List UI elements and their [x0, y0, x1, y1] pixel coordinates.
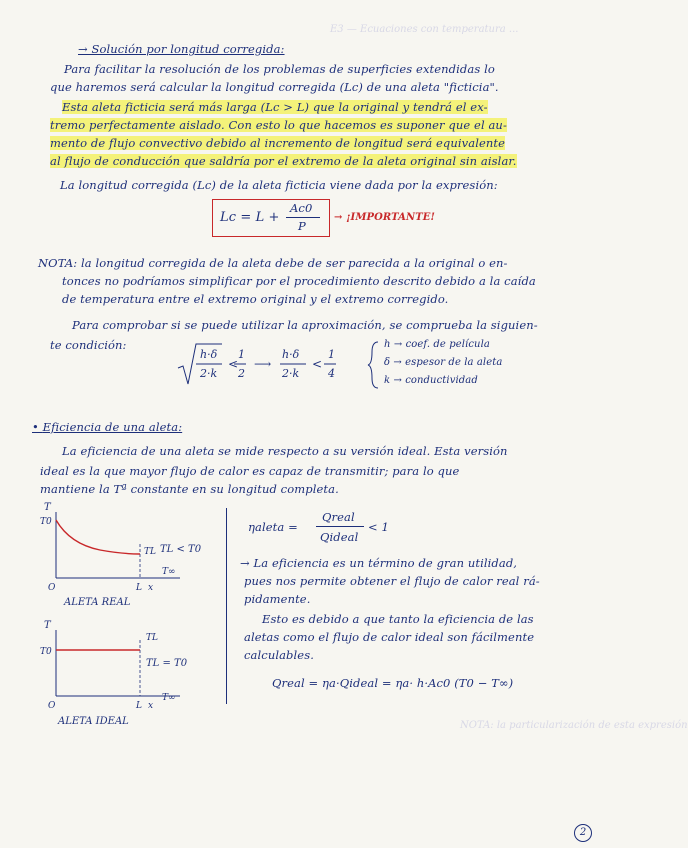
paragraph-line: ideal es la que mayor flujo de calor es capaz de transmitir; para lo que [40, 464, 460, 478]
eta-lt: < 1 [368, 520, 389, 534]
label-t0: T0 [40, 647, 52, 657]
check-line: te condición: [50, 338, 127, 352]
formula-intro: La longitud corregida (Lc) de la aleta ficticia viene dada por la expresión: [60, 178, 498, 192]
caption-real: ALETA REAL [64, 597, 131, 608]
label-l: L [136, 583, 142, 593]
paragraph-line: mantiene la Tª constante en su longitud completa. [40, 482, 339, 496]
bullet-icon: • [32, 420, 43, 434]
arrow-icon: → [78, 42, 92, 56]
caption-ideal: ALETA IDEAL [58, 716, 129, 727]
label-tl: TL [146, 633, 158, 643]
relation: TL = T0 [146, 658, 188, 669]
paragraph-line: Esto es debido a que tanto la eficiencia de las [262, 612, 534, 626]
note-line: de temperatura entre el extremo original y el extremo corregido. [62, 292, 449, 306]
divider-line [226, 508, 228, 704]
section-title-solucion: → Solución por longitud corregida: [78, 42, 285, 56]
highlighted-line: Esta aleta ficticia será más larga (Lc > L) que la original y tendrá el ex- [62, 100, 488, 114]
brace-icon [368, 340, 380, 390]
important-label: → ¡IMPORTANTE! [334, 212, 436, 223]
arrow-icon: → [334, 212, 347, 223]
axis-x: x [148, 701, 154, 711]
graph-aleta-ideal [30, 618, 200, 728]
origin: O [48, 701, 56, 711]
formula-numerator: Ac0 [290, 201, 313, 215]
cond-q-num: 1 [328, 348, 335, 361]
check-line: Para comprobar si se puede utilizar la aproximación, se comprueba la siguien- [72, 318, 538, 332]
cond-half-den: 2 [238, 367, 245, 380]
eta-numerator: Qreal [322, 510, 355, 524]
cond-b-den: 2·k [282, 367, 300, 380]
axis-t: T [44, 502, 51, 513]
condition-formula [176, 340, 366, 390]
svg-text:<: < [228, 357, 239, 371]
formula-denominator: P [298, 219, 306, 233]
label-tinf: T∞ [162, 567, 176, 577]
fraction-bar [286, 217, 320, 218]
formula-lhs: Lc = L + [220, 210, 280, 225]
note-line: tonces no podríamos simplificar por el procedimiento descrito debido a la caída [62, 274, 536, 288]
paragraph-line: que haremos será calcular la longitud corregida (Lc) de una aleta "ficticia". [50, 80, 499, 94]
label-l: L [136, 701, 142, 711]
bleed-through-text: NOTA: la particularización de esta expresión [460, 720, 688, 731]
eta-label: ηaleta = [248, 520, 298, 534]
highlighted-line: tremo perfectamente aislado. Con esto lo que hacemos es suponer que el au- [50, 118, 507, 132]
bullet-line: → La eficiencia es un término de gran utilidad, [240, 556, 518, 570]
bullet-line: pues nos permite obtener el flujo de calor real rá- [244, 574, 540, 588]
paragraph-line: Para facilitar la resolución de los problemas de superficies extendidas lo [64, 62, 495, 76]
graph-aleta-real [30, 500, 200, 610]
note-line: NOTA: la longitud corregida de la aleta debe de ser parecida a la original o en- [38, 256, 508, 270]
legend-line: δ → espesor de la aleta [384, 357, 503, 368]
paragraph-line: La eficiencia de una aleta se mide respecto a su versión ideal. Esta versión [62, 444, 508, 458]
fraction-bar [316, 526, 364, 527]
label-tinf: T∞ [162, 693, 176, 703]
label-tl: TL [144, 547, 156, 557]
cond-half-num: 1 [238, 348, 245, 361]
svg-text:<: < [312, 357, 323, 371]
paragraph-line: calculables. [244, 648, 314, 662]
origin: O [48, 583, 56, 593]
final-formula: Qreal = ηa·Qideal = ηa· h·Ac0 (T0 − T∞) [272, 676, 514, 690]
highlighted-line: mento de flujo convectivo debido al incremento de longitud será equivalente [50, 136, 506, 150]
legend-line: h → coef. de película [384, 339, 490, 350]
svg-text:⟶: ⟶ [254, 357, 272, 371]
cond-b-num: h·δ [282, 348, 300, 361]
eta-denominator: Qideal [320, 530, 359, 544]
cond-q-den: 4 [328, 367, 335, 380]
highlighted-line: al flujo de conducción que saldría por el extremo de la aleta original sin aislar. [50, 154, 517, 168]
section-title-eficiencia: • Eficiencia de una aleta: [32, 420, 183, 434]
relation: TL < T0 [160, 544, 202, 555]
axis-x: x [148, 583, 154, 593]
bleed-through-text: E3 — Ecuaciones con temperatura ... [330, 24, 519, 35]
paragraph-line: aletas como el flujo de calor ideal son fácilmente [244, 630, 535, 644]
label-t0: T0 [40, 517, 52, 527]
bullet-line: pidamente. [244, 592, 311, 606]
axis-t: T [44, 620, 51, 631]
legend-line: k → conductividad [384, 375, 478, 386]
cond-a-den: 2·k [200, 367, 218, 380]
cond-a-num: h·δ [200, 348, 218, 361]
page-number: 2 [574, 824, 592, 842]
